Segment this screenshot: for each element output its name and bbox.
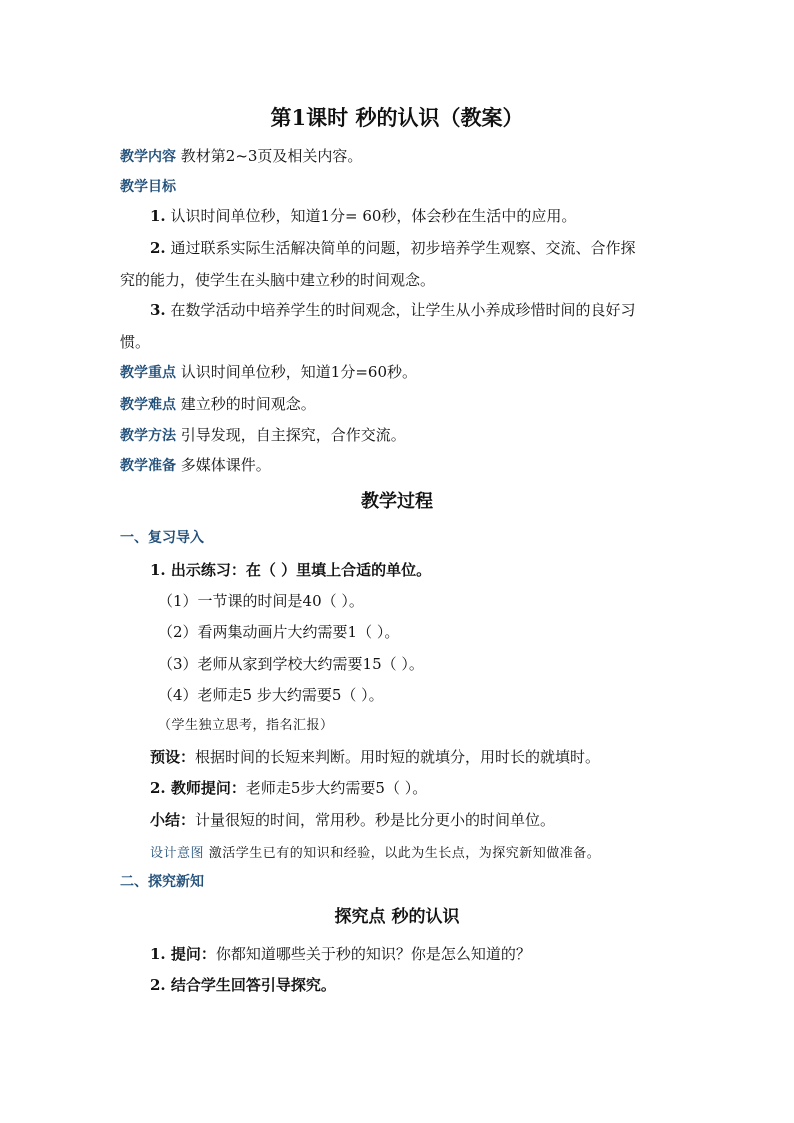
difficulty-line bbox=[120, 394, 316, 415]
item-2-text: 老师走5步大约需要5（ ）。 bbox=[245, 779, 428, 797]
content-text: 教材第2~3页及相关内容。 bbox=[180, 147, 363, 165]
preset-label: 预设： bbox=[150, 748, 196, 766]
prep-line bbox=[120, 455, 271, 476]
preset-line bbox=[150, 747, 600, 767]
section-2-title: 二、探究新知 bbox=[120, 874, 204, 890]
goal-3-text-a: 在数学活动中培养学生的时间观念，让学生从小养成珍惜时间的良好习 bbox=[170, 301, 636, 319]
method-text: 引导发现，自主探究，合作交流。 bbox=[180, 426, 406, 444]
prep-label: 教学准备 bbox=[120, 458, 176, 474]
section-1-title: 一、复习导入 bbox=[120, 530, 204, 546]
difficulty-label: 教学难点 bbox=[120, 397, 176, 413]
section-2-item-2: 2. 结合学生回答引导探究。 bbox=[150, 976, 336, 994]
prep-text: 多媒体课件。 bbox=[180, 456, 271, 474]
design-intent-line bbox=[150, 842, 600, 864]
design-intent-label: 设计意图 bbox=[150, 846, 205, 861]
key-point-label: 教学重点 bbox=[120, 365, 176, 381]
summary-label: 小结： bbox=[150, 811, 196, 829]
goal-2-number: 2. bbox=[150, 239, 166, 257]
question-1: （1）一节课的时间是40（ ）。 bbox=[158, 592, 364, 610]
content-label: 教学内容 bbox=[120, 149, 176, 165]
difficulty-text: 建立秒的时间观念。 bbox=[180, 395, 316, 413]
content-line bbox=[120, 146, 362, 167]
section-2-item-1-label: 1. 提问： bbox=[150, 945, 216, 963]
item-2-label: 2. 教师提问： bbox=[150, 779, 246, 797]
goal-2-continued: 究的能力，使学生在头脑中建立秒的时间观念。 bbox=[120, 271, 436, 289]
goal-1-number: 1. bbox=[150, 207, 166, 225]
design-intent-text: 激活学生已有的知识和经验，以此为生长点，为探究新知做准备。 bbox=[208, 846, 601, 861]
summary-text: 计量很短的时间，常用秒。秒是比分更小的时间单位。 bbox=[195, 811, 556, 829]
goals-line bbox=[120, 176, 176, 197]
goal-3 bbox=[150, 300, 635, 320]
lesson-title: 第1课时 秒的认识（教案） bbox=[270, 105, 524, 130]
goal-1 bbox=[150, 206, 576, 226]
section-2-item-1 bbox=[150, 944, 531, 964]
goal-2-text-a: 通过联系实际生活解决简单的问题，初步培养学生观察、交流、合作探 bbox=[170, 239, 636, 257]
student-note: （学生独立思考，指名汇报） bbox=[158, 718, 334, 733]
goal-3-continued: 惯。 bbox=[120, 333, 151, 351]
question-3: （3）老师从家到学校大约需要15（ ）。 bbox=[158, 655, 424, 673]
goal-3-number: 3. bbox=[150, 301, 166, 319]
process-heading: 教学过程 bbox=[361, 491, 433, 512]
section-1-item-2 bbox=[150, 778, 427, 798]
goal-1-text: 认识时间单位秒，知道1分= 60秒，体会秒在生活中的应用。 bbox=[170, 207, 577, 225]
section-1-item-1: 1. 出示练习：在（ ）里填上合适的单位。 bbox=[150, 561, 432, 579]
question-2: （2）看两集动画片大约需要1（ ）。 bbox=[158, 623, 400, 641]
summary-line bbox=[150, 810, 555, 830]
explore-point-heading: 探究点 秒的认识 bbox=[334, 907, 460, 927]
key-point-line bbox=[120, 362, 417, 383]
key-point-text: 认识时间单位秒，知道1分=60秒。 bbox=[180, 363, 417, 381]
preset-text: 根据时间的长短来判断。用时短的就填分，用时长的就填时。 bbox=[195, 748, 601, 766]
method-label: 教学方法 bbox=[120, 428, 176, 444]
section-2-item-1-text: 你都知道哪些关于秒的知识？你是怎么知道的？ bbox=[215, 945, 531, 963]
method-line bbox=[120, 425, 406, 446]
goal-2 bbox=[150, 238, 635, 258]
goals-label: 教学目标 bbox=[120, 179, 176, 195]
question-4: （4）老师走5 步大约需要5（ ）。 bbox=[158, 686, 384, 704]
